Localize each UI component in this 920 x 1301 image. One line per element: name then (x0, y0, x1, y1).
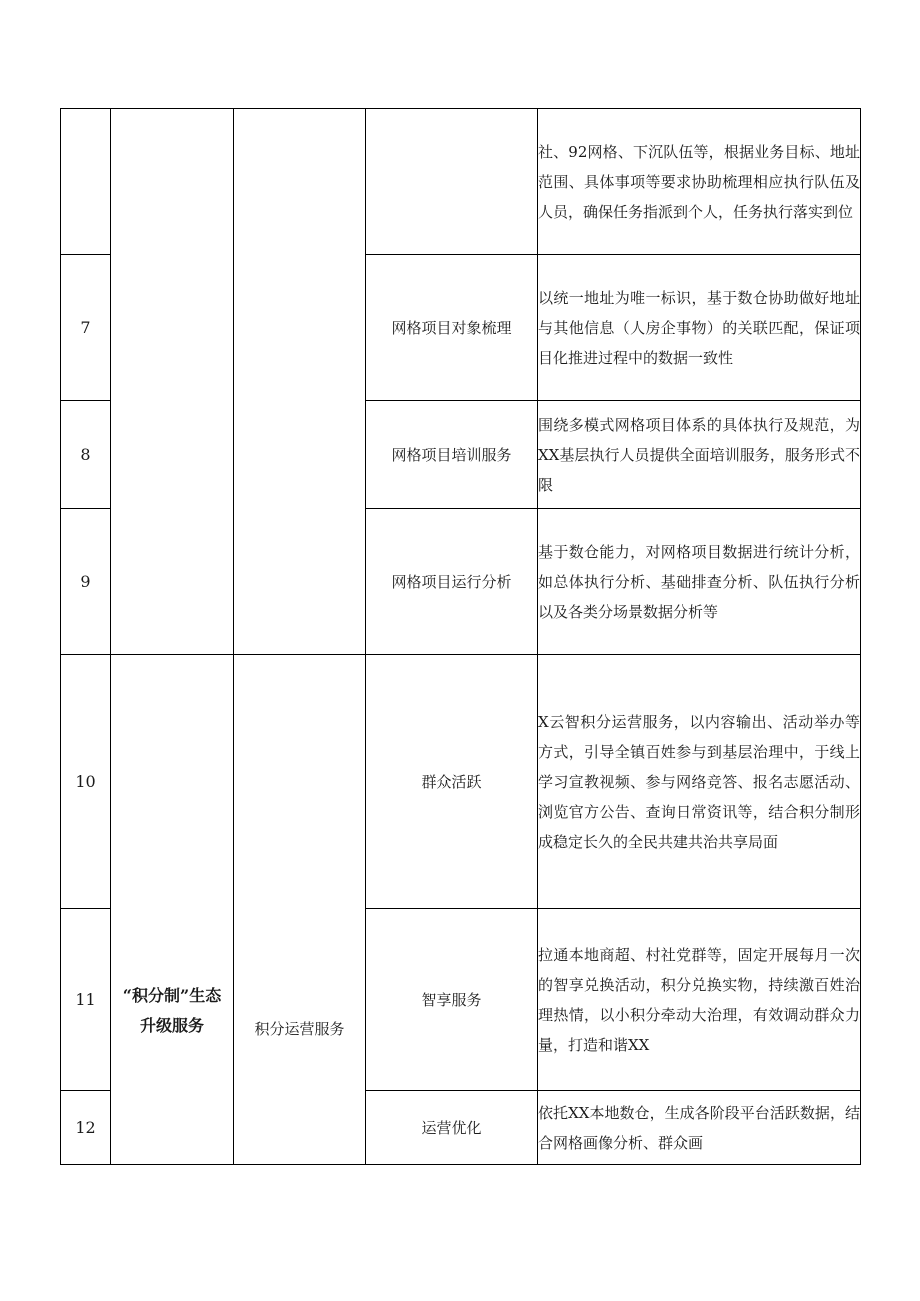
service-table (60, 108, 861, 1165)
item-cell (366, 109, 538, 255)
description-cell: 以统一地址为唯一标识，基于数仓协助做好地址与其他信息（人房企事物）的关联匹配，保证项目化推进过程中的数据一致性 (538, 255, 861, 401)
row-number: 7 (61, 255, 111, 401)
row-number (61, 109, 111, 255)
item-cell: 网格项目对象梳理 (366, 255, 538, 401)
table-row (61, 655, 861, 909)
description-cell: 围绕多模式网格项目体系的具体执行及规范，为XX基层执行人员提供全面培训服务，服务形式不限 (538, 401, 861, 509)
category-cell-empty (111, 109, 234, 655)
row-number: 11 (61, 909, 111, 1091)
row-number: 9 (61, 509, 111, 655)
table-row (61, 109, 861, 255)
description-cell: 依托XX本地数仓，生成各阶段平台活跃数据，结合网格画像分析、群众画 (538, 1091, 861, 1165)
description-cell: 社、92网格、下沉队伍等，根据业务目标、地址范围、具体事项等要求协助梳理相应执行队伍及人员，确保任务指派到个人，任务执行落实到位 (538, 109, 861, 255)
item-cell: 智享服务 (366, 909, 538, 1091)
row-number: 8 (61, 401, 111, 509)
category-cell (111, 655, 234, 1165)
description-cell: 基于数仓能力，对网格项目数据进行统计分析，如总体执行分析、基础排查分析、队伍执行分析以及各类分场景数据分析等 (538, 509, 861, 655)
description-cell: 拉通本地商超、村社党群等，固定开展每月一次的智享兑换活动，积分兑换实物，持续激百姓治理热情，以小积分牵动大治理，有效调动群众力量，打造和谐XX (538, 909, 861, 1091)
item-cell: 网格项目培训服务 (366, 401, 538, 509)
item-cell: 运营优化 (366, 1091, 538, 1165)
service-cell (234, 655, 366, 1165)
item-cell: 网格项目运行分析 (366, 509, 538, 655)
row-number: 12 (61, 1091, 111, 1165)
service-cell-empty (234, 109, 366, 655)
service-label: 积分运营服务 (254, 1020, 345, 1038)
row-number: 10 (61, 655, 111, 909)
category-label: “积分制”生态升级服务 (122, 985, 222, 1035)
item-cell: 群众活跃 (366, 655, 538, 909)
description-cell: X云智积分运营服务，以内容输出、活动举办等方式，引导全镇百姓参与到基层治理中，于线上学习宣教视频、参与网络竞答、报名志愿活动、浏览官方公告、查询日常资讯等，结合积分制形成稳定长久的全民共建共治共享局面 (538, 655, 861, 909)
